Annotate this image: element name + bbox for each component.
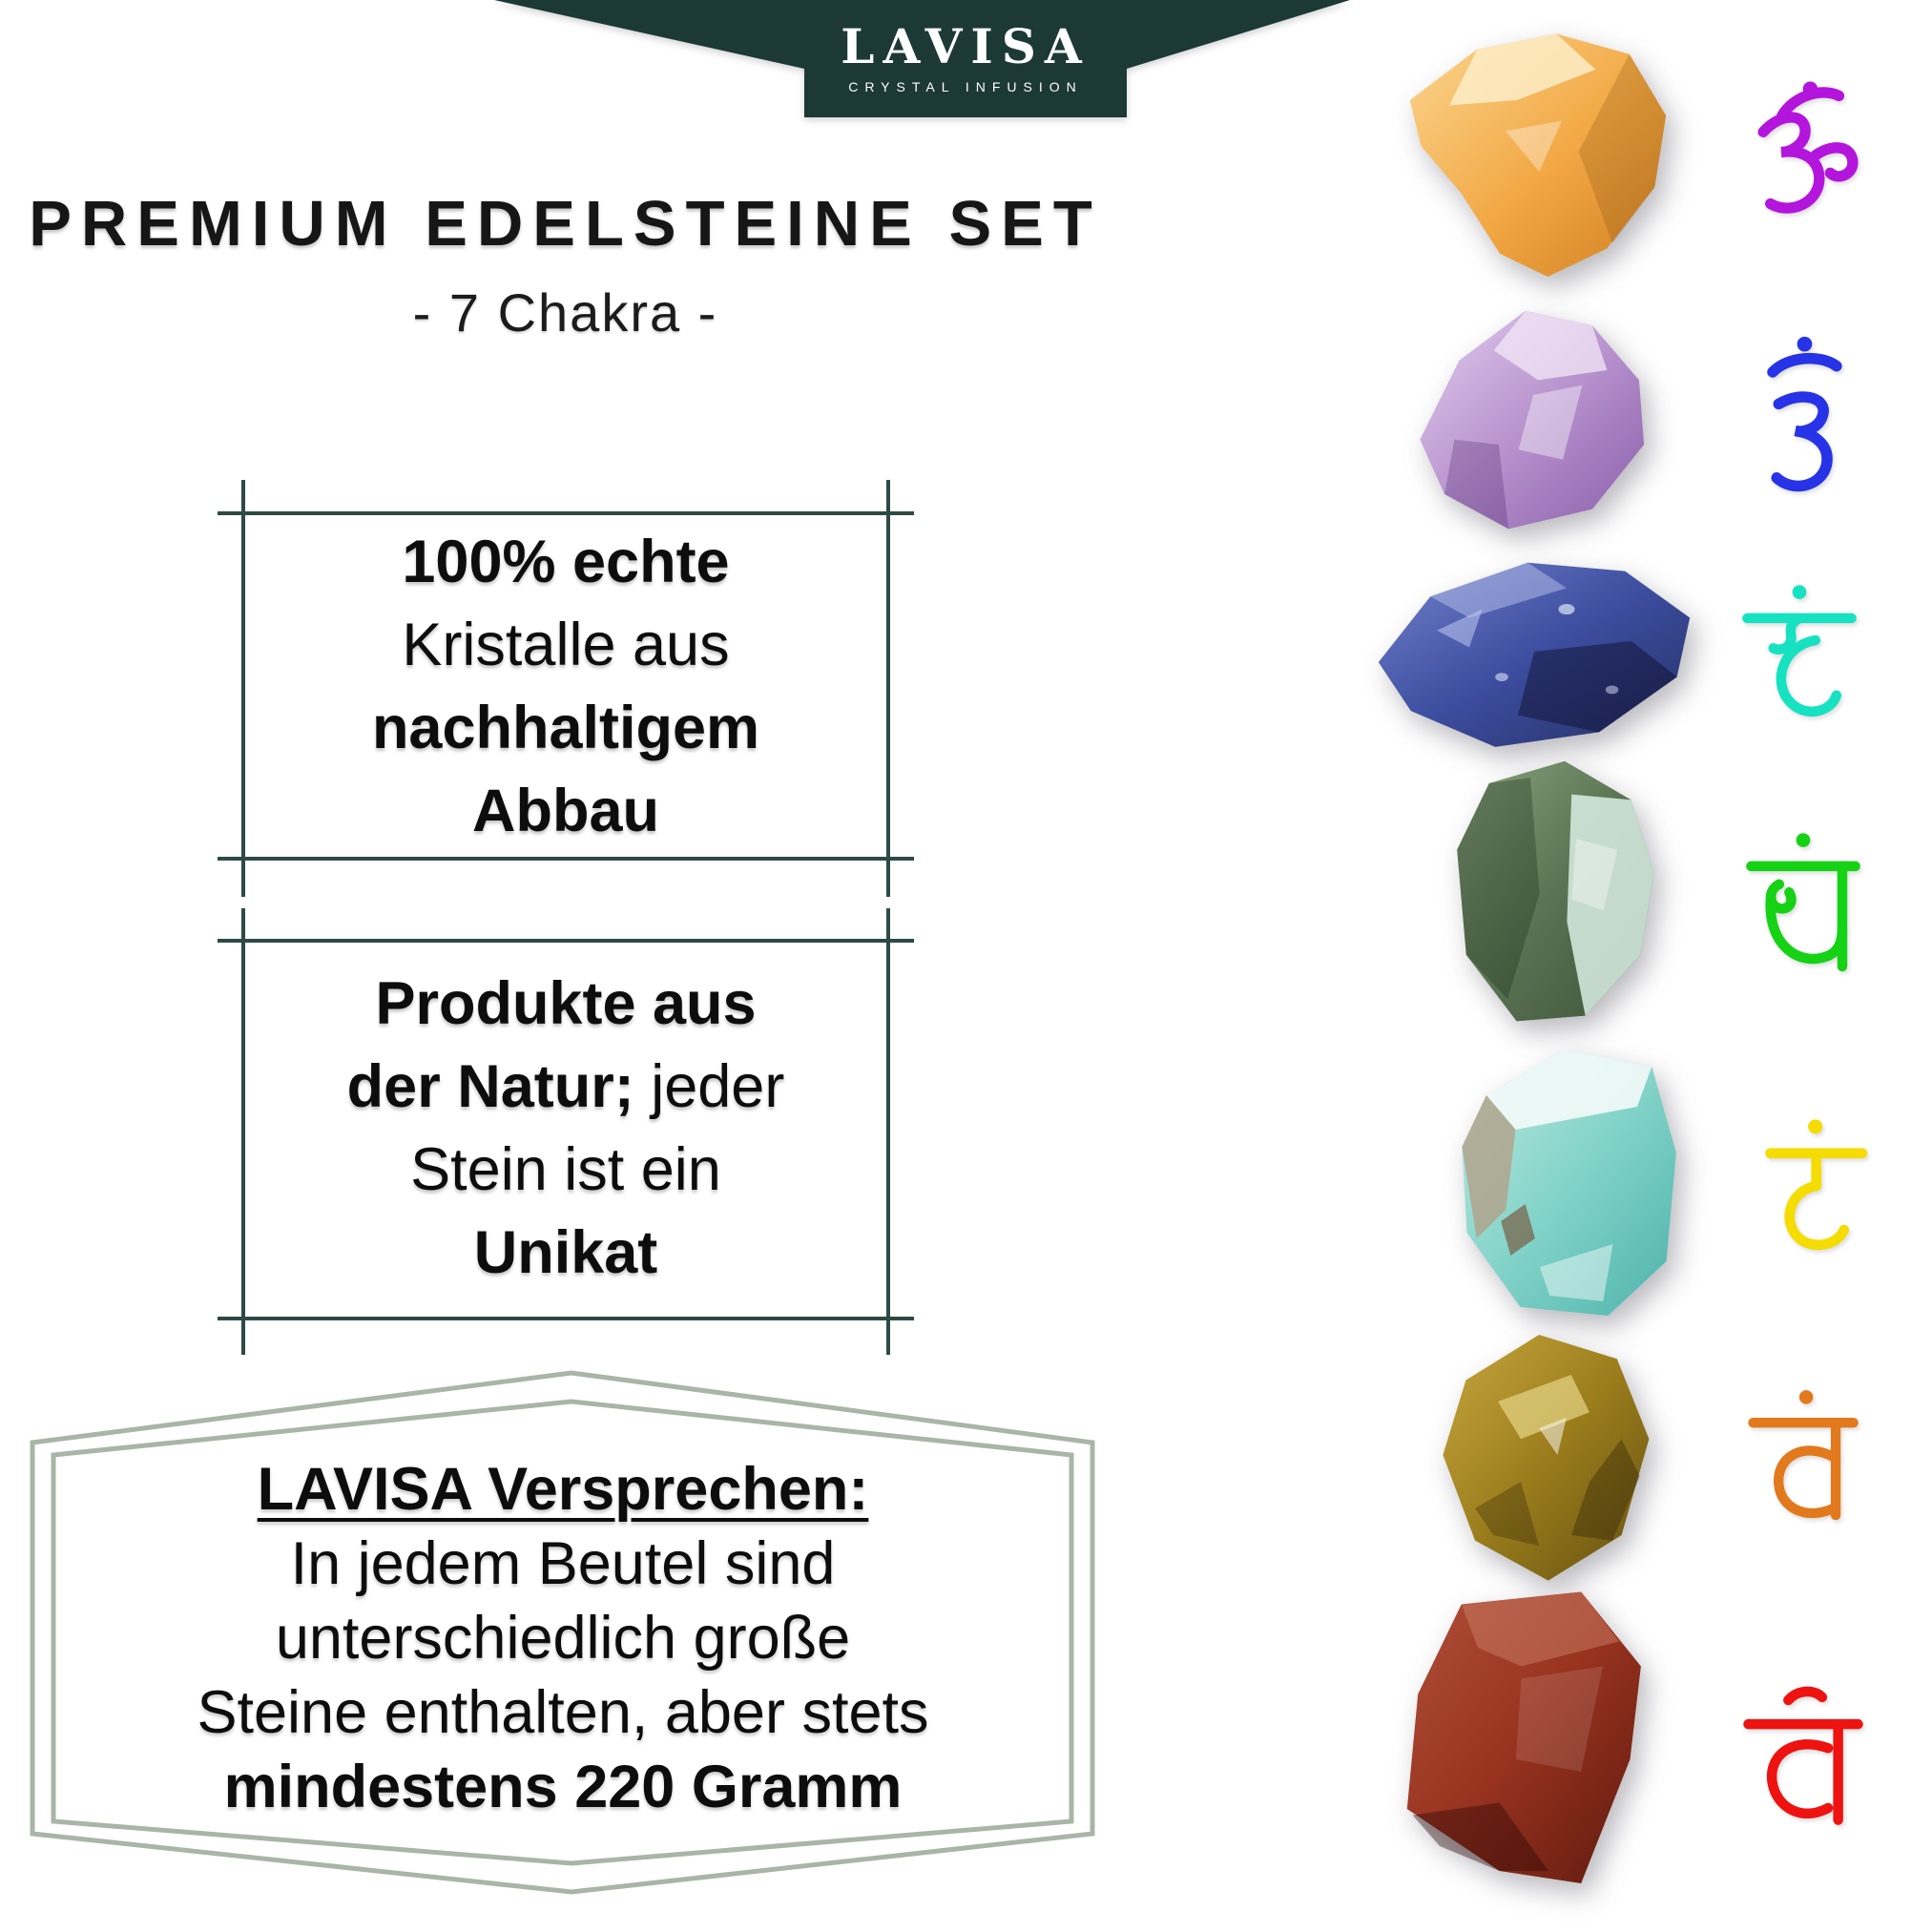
feature-box-2 <box>245 947 886 1310</box>
promise-line2: unterschiedlich große <box>275 1605 851 1672</box>
ram-solar-plexus-chakra-icon <box>1749 1114 1878 1257</box>
feature1-line1: 100% echte <box>402 529 730 596</box>
feature1-line3: nachhaltigem <box>371 695 760 761</box>
box2-frame-right <box>886 908 890 1355</box>
feature-box-1 <box>245 520 886 854</box>
page-subtitle: - 7 Chakra - <box>412 282 718 343</box>
stone-red-jasper <box>1385 1586 1657 1896</box>
brand-logo-text: LAVISA <box>841 18 1091 74</box>
stone-green-aventurine <box>1439 756 1668 1032</box>
feature1-line2: Kristalle aus <box>402 612 730 679</box>
om-crown-chakra-icon <box>1732 80 1899 228</box>
om-third-eye-chakra-icon <box>1751 326 1860 508</box>
box2-frame-top <box>218 939 914 943</box>
brand-logo <box>804 0 1127 117</box>
feature2-line2-regular: jeder <box>634 1053 785 1121</box>
feature2-line4: Unikat <box>473 1218 658 1286</box>
promise-heading: LAVISA Versprechen: <box>257 1456 869 1523</box>
feature2-line2 <box>347 1046 785 1129</box>
stone-amethyst <box>1410 296 1656 544</box>
feature1-line4: Abbau <box>472 777 659 844</box>
header <box>0 187 1131 343</box>
page-title: PREMIUM EDELSTEINE SET <box>29 188 1102 260</box>
stone-yellow-tiger-jasper <box>1429 1321 1658 1589</box>
lam-root-chakra-icon <box>1738 1684 1868 1844</box>
box1-frame-right <box>886 480 890 897</box>
stone-amazonite <box>1443 1038 1686 1324</box>
brand-tagline: CRYSTAL INFUSION <box>848 79 1083 94</box>
promise-line3: Steine enthalten, aber stets <box>197 1679 929 1746</box>
vam-sacral-chakra-icon <box>1740 1385 1864 1543</box>
yam-heart-chakra-icon <box>1742 828 1864 988</box>
promise-line4: mindestens 220 Gramm <box>223 1754 903 1820</box>
feature2-line1: Produkte aus <box>375 970 757 1038</box>
feature2-line3: Stein ist ein <box>410 1136 721 1203</box>
box1-frame-top <box>218 511 914 515</box>
stone-sodalite-lapis <box>1372 546 1696 758</box>
box1-frame-bottom <box>218 857 914 861</box>
promise-box <box>81 1452 1045 1824</box>
promise-line1: In jedem Beutel sind <box>290 1530 836 1597</box>
feature2-line2-bold: der Natur; <box>346 1053 634 1121</box>
box2-frame-bottom <box>218 1317 914 1320</box>
stone-orange-calcite <box>1393 29 1674 284</box>
ham-throat-chakra-icon <box>1738 580 1860 740</box>
